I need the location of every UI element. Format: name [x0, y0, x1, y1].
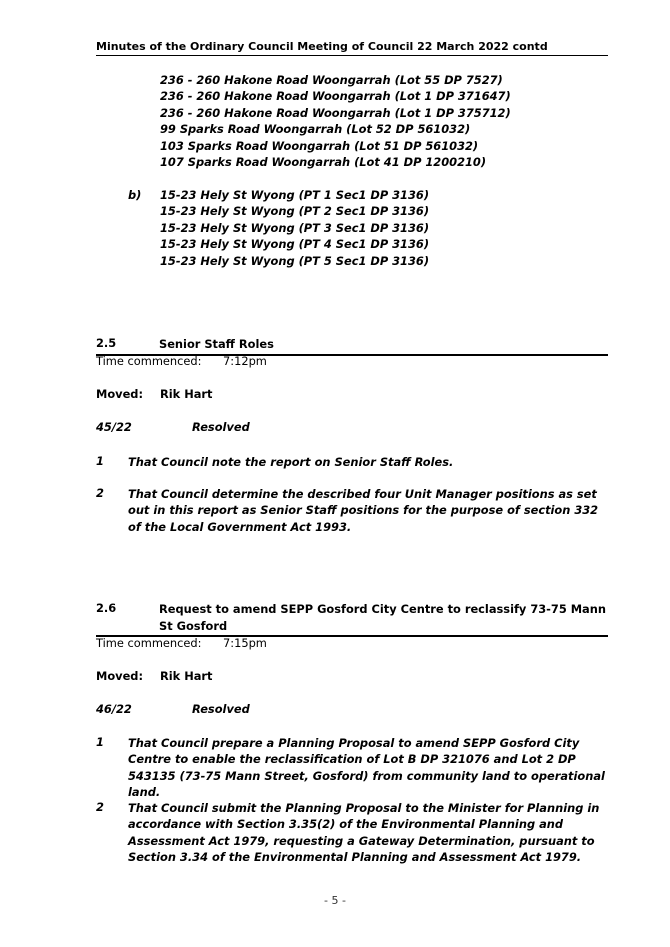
lot-line: 236 - 260 Hakone Road Woongarrah (Lot 1 DP 371647): [160, 89, 511, 103]
item-text: That Council prepare a Planning Proposal to amend SEPP Gosford City Centre to enable the reclassification of Lot B DP 321076 and Lot 2 DP 543135 (73-75 Mann Street, Gosford) from community land to operational land.: [128, 736, 605, 800]
lot-line: 99 Sparks Road Woongarrah (Lot 52 DP 561032): [160, 122, 471, 136]
lot-line: 15-23 Hely St Wyong (PT 5 Sec1 DP 3136): [160, 254, 430, 268]
section-number: 2.5: [96, 336, 117, 350]
resolution-status: Resolved: [192, 420, 250, 434]
moved-label: Moved:: [96, 669, 144, 683]
time-label: Time commenced:: [96, 354, 202, 368]
section-heading: [96, 336, 608, 356]
time-value: 7:15pm: [223, 636, 267, 650]
moved-value: Rik Hart: [160, 669, 213, 683]
lot-line: 107 Sparks Road Woongarrah (Lot 41 DP 1200210): [160, 155, 487, 169]
lot-line: 236 - 260 Hakone Road Woongarrah (Lot 55 DP 7527): [160, 73, 503, 87]
lot-line: 103 Sparks Road Woongarrah (Lot 51 DP 561032): [160, 139, 479, 153]
moved-label: Moved:: [96, 387, 144, 401]
page-number: - 5 -: [324, 894, 346, 907]
list-label-b: b): [128, 188, 142, 202]
resolution-number: 46/22: [96, 702, 132, 716]
lot-line: 236 - 260 Hakone Road Woongarrah (Lot 1 DP 375712): [160, 106, 511, 120]
item-number: 2: [96, 800, 104, 814]
section-number: 2.6: [96, 601, 117, 615]
moved-value: Rik Hart: [160, 387, 213, 401]
lot-line: 15-23 Hely St Wyong (PT 1 Sec1 DP 3136): [160, 188, 430, 202]
item-text: That Council submit the Planning Proposal to the Minister for Planning in accordance with Section 3.35(2) of the Environmental Planning and Assessment Act 1979, requesting a Gateway Determination, pursuant to Section 3.34 of the Environmental Planning and Assessment Act 1979.: [128, 801, 600, 865]
item-number: 2: [96, 486, 104, 500]
item-number: 1: [96, 735, 104, 749]
item-text: That Council note the report on Senior Staff Roles.: [128, 455, 454, 469]
section-title: Request to amend SEPP Gosford City Centre to reclassify 73-75 Mann St Gosford: [159, 602, 606, 633]
item-number: 1: [96, 454, 104, 468]
time-value: 7:12pm: [223, 354, 267, 368]
time-label: Time commenced:: [96, 636, 202, 650]
section-title: Senior Staff Roles: [159, 337, 274, 351]
lot-line: 15-23 Hely St Wyong (PT 4 Sec1 DP 3136): [160, 237, 430, 251]
lot-line: 15-23 Hely St Wyong (PT 3 Sec1 DP 3136): [160, 221, 430, 235]
item-text: That Council determine the described four Unit Manager positions as set out in this report as Senior Staff positions for the purpose of section 332 of the Local Government Act 1993.: [128, 487, 599, 534]
section-heading: [96, 601, 608, 637]
page-header: Minutes of the Ordinary Council Meeting of Council 22 March 2022 contd: [96, 40, 608, 56]
lot-line: 15-23 Hely St Wyong (PT 2 Sec1 DP 3136): [160, 204, 430, 218]
resolution-number: 45/22: [96, 420, 132, 434]
resolution-status: Resolved: [192, 702, 250, 716]
